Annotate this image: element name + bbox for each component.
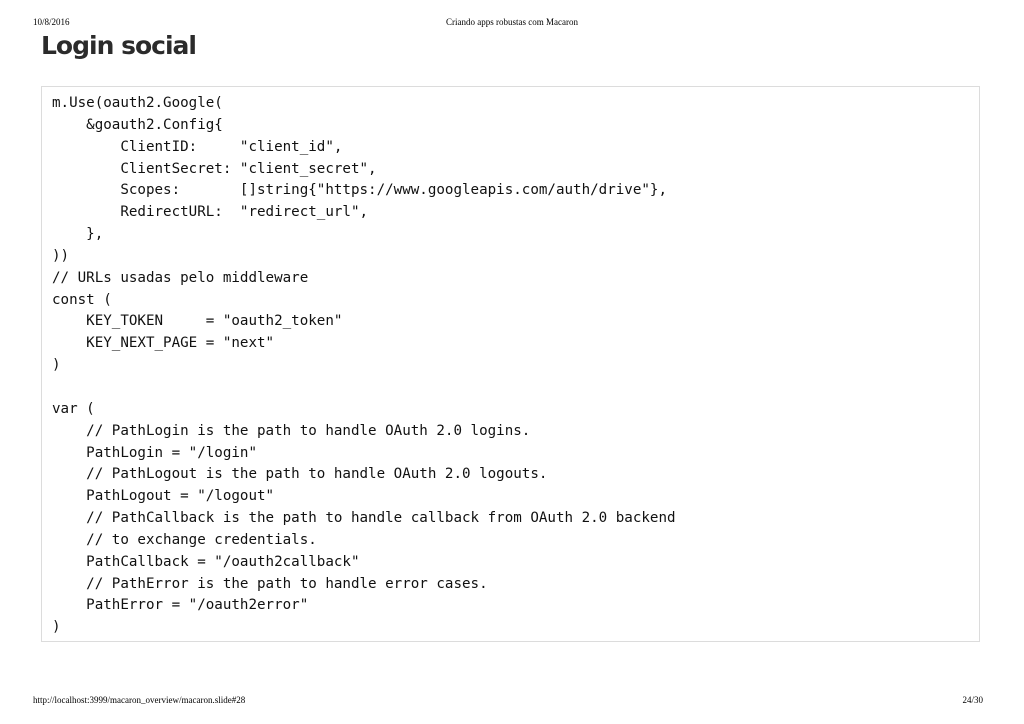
code-line: )	[52, 357, 61, 374]
print-date: 10/8/2016	[33, 17, 70, 27]
code-line: m.Use(oauth2.Google(	[52, 95, 223, 111]
print-document-title: Criando apps robustas com Macaron	[446, 17, 578, 27]
code-line: },	[52, 226, 104, 243]
code-line: PathError = "/oauth2error"	[52, 597, 309, 614]
code-line: const (	[52, 291, 112, 308]
code-line: PathCallback = "/oauth2callback"	[52, 553, 360, 570]
code-line: PathLogout = "/logout"	[52, 488, 275, 505]
code-comment-line: // PathLogout is the path to handle OAuth 2.0 logouts.	[52, 466, 548, 483]
code-line: &goauth2.Config{	[52, 116, 223, 133]
code-line: var (	[52, 400, 95, 417]
code-comment-line: // PathCallback is the path to handle callback from OAuth 2.0 backend	[52, 510, 676, 527]
code-line: ClientID: "client_id",	[52, 138, 343, 155]
print-page-number: 24/30	[962, 695, 983, 705]
code-line: KEY_TOKEN = "oauth2_token"	[52, 313, 343, 330]
code-blank-line	[52, 377, 969, 399]
code-line: Scopes: []string{"https://www.googleapis.com/auth/drive"},	[52, 182, 667, 199]
code-comment-line: // to exchange credentials.	[52, 531, 317, 548]
code-comment-line: // PathError is the path to handle error cases.	[52, 575, 488, 592]
code-comment-line: // PathLogin is the path to handle OAuth 2.0 logins.	[52, 422, 531, 439]
slide-title: Login social	[41, 31, 196, 60]
print-header	[0, 17, 1024, 29]
code-line: ClientSecret: "client_secret",	[52, 160, 377, 177]
code-line: KEY_NEXT_PAGE = "next"	[52, 335, 275, 352]
print-footer	[0, 695, 1024, 707]
code-block	[41, 86, 980, 642]
code-line: RedirectURL: "redirect_url",	[52, 204, 369, 221]
code-line: )	[52, 619, 61, 636]
code-line: ))	[52, 247, 70, 264]
code-comment-line: // URLs usadas pelo middleware	[52, 269, 309, 286]
code-line: PathLogin = "/login"	[52, 444, 257, 461]
print-url: http://localhost:3999/macaron_overview/macaron.slide#28	[33, 695, 246, 705]
